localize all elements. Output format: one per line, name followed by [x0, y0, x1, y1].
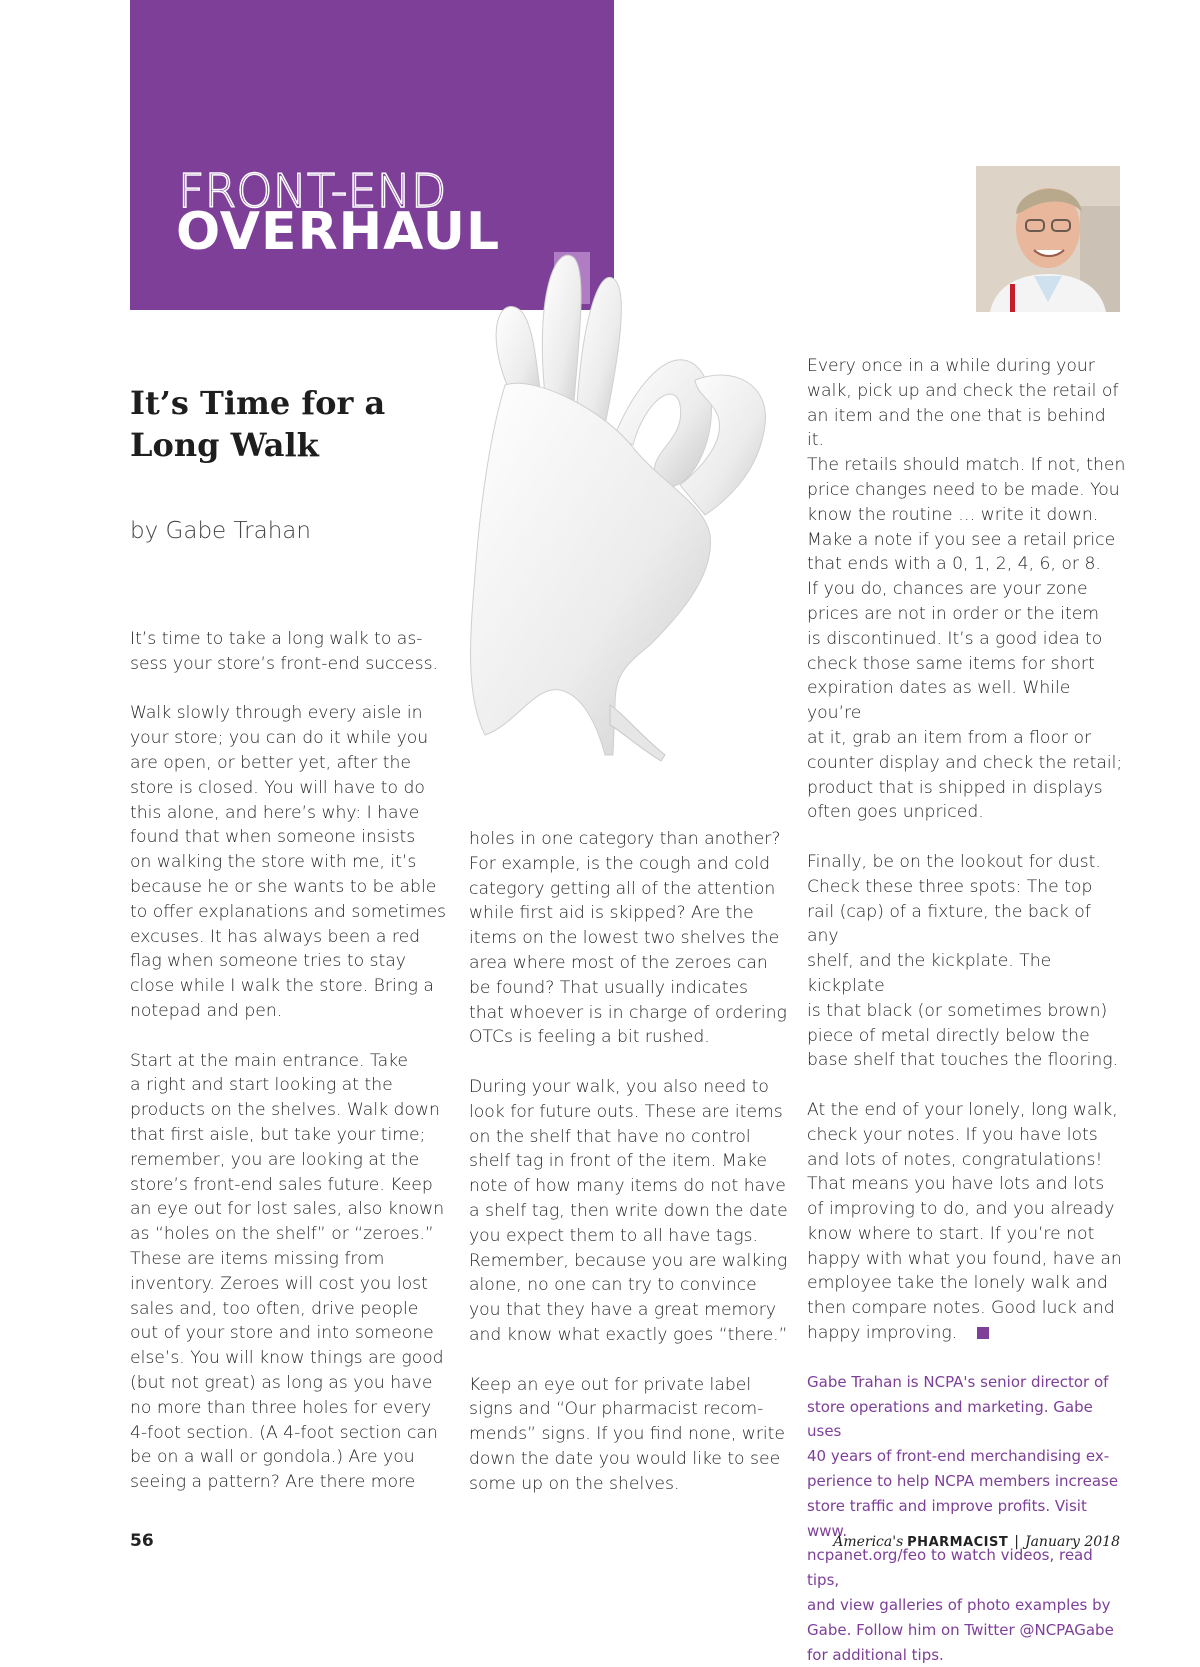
banner-title-line1: FRONT-END — [178, 164, 447, 218]
banner-title-line2: OVERHAUL — [176, 202, 501, 262]
magazine-name: PHARMACIST — [907, 1535, 1009, 1550]
author-bio: Gabe Trahan is NCPA's senior director of store operations and marketing. Gabe uses 40 years of front-end merchandising ex- perience to help NCPA members increase store traffic and improve profits. Visit www. ncpanet.org/feo to watch videos, read tips, and view galleries of photo examples by Gabe. Follow him on Twitter @NCPAGabe for additional tips. — [807, 1372, 1119, 1664]
paragraph: holes in one category than another? For example, is the cough and cold category getting all of the attention while first aid is skipped? Are the items on the lowest two shelves the area where most of the zeroes can be found? That usually indicates that whoever is in charge of ordering OTCs is feeling a bit rushed. — [469, 829, 787, 1048]
end-of-article-mark-icon — [977, 1327, 989, 1339]
paragraph: Walk slowly through every aisle in your store; you can do it while you are open, or better yet, after the store is closed. You will have to do this alone, and here’s why: I have found that when someone insists on walking the store with me, it’s because he or she wants to be able to offer explanations and sometimes excuses. It has always been a red flag when someone tries to stay close while I walk the store. Bring a notepad and pen. — [130, 703, 446, 1021]
paragraph: Keep an eye out for private label signs and “Our pharmacist recom- mends” signs. If you find none, write down the date you would like to see some up on the shelves. — [469, 1374, 785, 1494]
paragraph: During your walk, you also need to look for future outs. These are items on the shelf that have no control shelf tag in front of the item. Make note of how many items do not have a shelf tag, then write down the date you expect them to all have tags. Remember, because you are walking alone, no one can try to convince you that they have a great memory and know what exactly goes “there.” — [469, 1076, 788, 1345]
paragraph: Finally, be on the lookout for dust. Check these three spots: The top rail (cap) of a fixture, the back of any shelf, and the kickplate. The kickplate is that black (or sometimes brown) piece of metal directly below the base shelf that touches the flooring. — [807, 851, 1119, 1071]
page-number: 56 — [130, 1531, 154, 1551]
paragraph: It’s time to take a long walk to as- sess your store’s front-end success. — [130, 629, 438, 674]
author-portrait-illustration — [976, 166, 1120, 312]
body-column-3 — [807, 354, 1127, 1667]
article-title: It’s Time for a Long Walk — [130, 384, 386, 464]
white-glove-ok-gesture-image — [465, 235, 805, 795]
magazine-footer — [833, 1533, 1120, 1550]
footer-separator: | — [1014, 1534, 1019, 1550]
body-column-1 — [130, 627, 450, 1495]
article-byline: by Gabe Trahan — [130, 518, 311, 544]
issue-date: January 2018 — [1024, 1534, 1120, 1550]
paragraph-final — [807, 1098, 1127, 1346]
author-portrait-photo — [976, 166, 1120, 312]
paragraph: Every once in a while during your walk, pick up and check the retail of an item and the one that is behind it. The retails should match. If not, then price changes need to be made. You know the routine … write it down. Make a note if you see a retail price that ends with a 0, 1, 2, 4, 6, or 8. If you do, chances are your zone prices are not in order or the item is discontinued. It’s a good idea to check those same items for short expiration dates as well. While you’re at it, grab an item from a floor or counter display and check the retail; product that is shipped in displays often goes unpriced. — [807, 356, 1126, 823]
paragraph: Start at the main entrance. Take a right and start looking at the products on the shelves. Walk down that first aisle, but take your time; remember, you are looking at the store’s front-end sales future. Keep an eye out for lost sales, also known as “holes on the shelf” or “zeroes.” These are items missing from inventory. Zeroes will cost you lost sales and, too often, drive people out of your store and into someone else’s. You will know things are good (but not great) as long as you have no more than three holes for every 4-foot section. (A 4-foot section can be on a wall or gondola.) Are you seeing a pattern? Are there more — [130, 1050, 445, 1493]
magazine-prefix: America's — [833, 1534, 904, 1550]
paragraph-final-text: At the end of your lonely, long walk, check your notes. If you have lots and lots of notes, congratulations! That means you have lots and lots of improving to do, and you already know where to start. If you’re not happy with what you found, have an employee take the lonely walk and then compare notes. Good luck and happy improving. — [807, 1099, 1122, 1344]
body-column-2 — [469, 827, 789, 1497]
